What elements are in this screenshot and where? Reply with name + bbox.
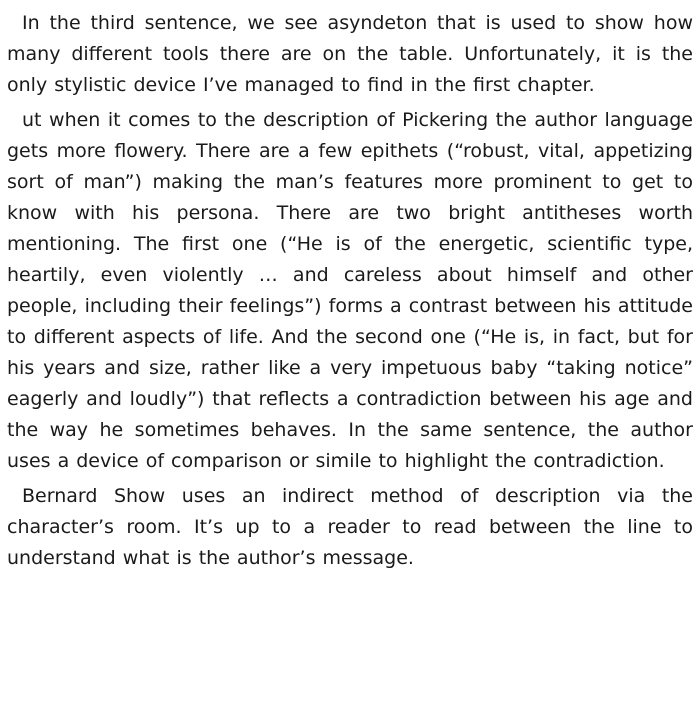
document-body: [7, 8, 693, 578]
paragraph-asyndeton: In the third sentence, we see asyndeton that is used to show how many different tools there are on the table. Unfortunately, it is the only stylistic device I’ve managed to find in the first chapter.: [7, 12, 693, 96]
paragraph-pickering-description: ut when it comes to the description of Pickering the author language gets more flowery. There are a few epithets (“robust, vital, appetizing sort of man”) making the man’s features more prominent to get to know with his persona. There are two bright antitheses worth mentioning. The first one (“He is of the energetic, scientific type, heartily, even violently … and careless about himself and other people, including their feelings”) forms a contrast between his attitude to different aspects of life. And the second one (“He is, in fact, but for his years and size, rather like a very impetuous baby “taking notice” eagerly and loudly”) that reflects a contradiction between his age and the way he sometimes behaves. In the same sentence, the author uses a device of comparison or simile to highlight the contradiction.: [7, 109, 693, 472]
paragraph-indirect-method: Bernard Show uses an indirect method of description via the character’s room. It’s up to a reader to read between the line to understand what is the author’s message.: [7, 485, 693, 569]
